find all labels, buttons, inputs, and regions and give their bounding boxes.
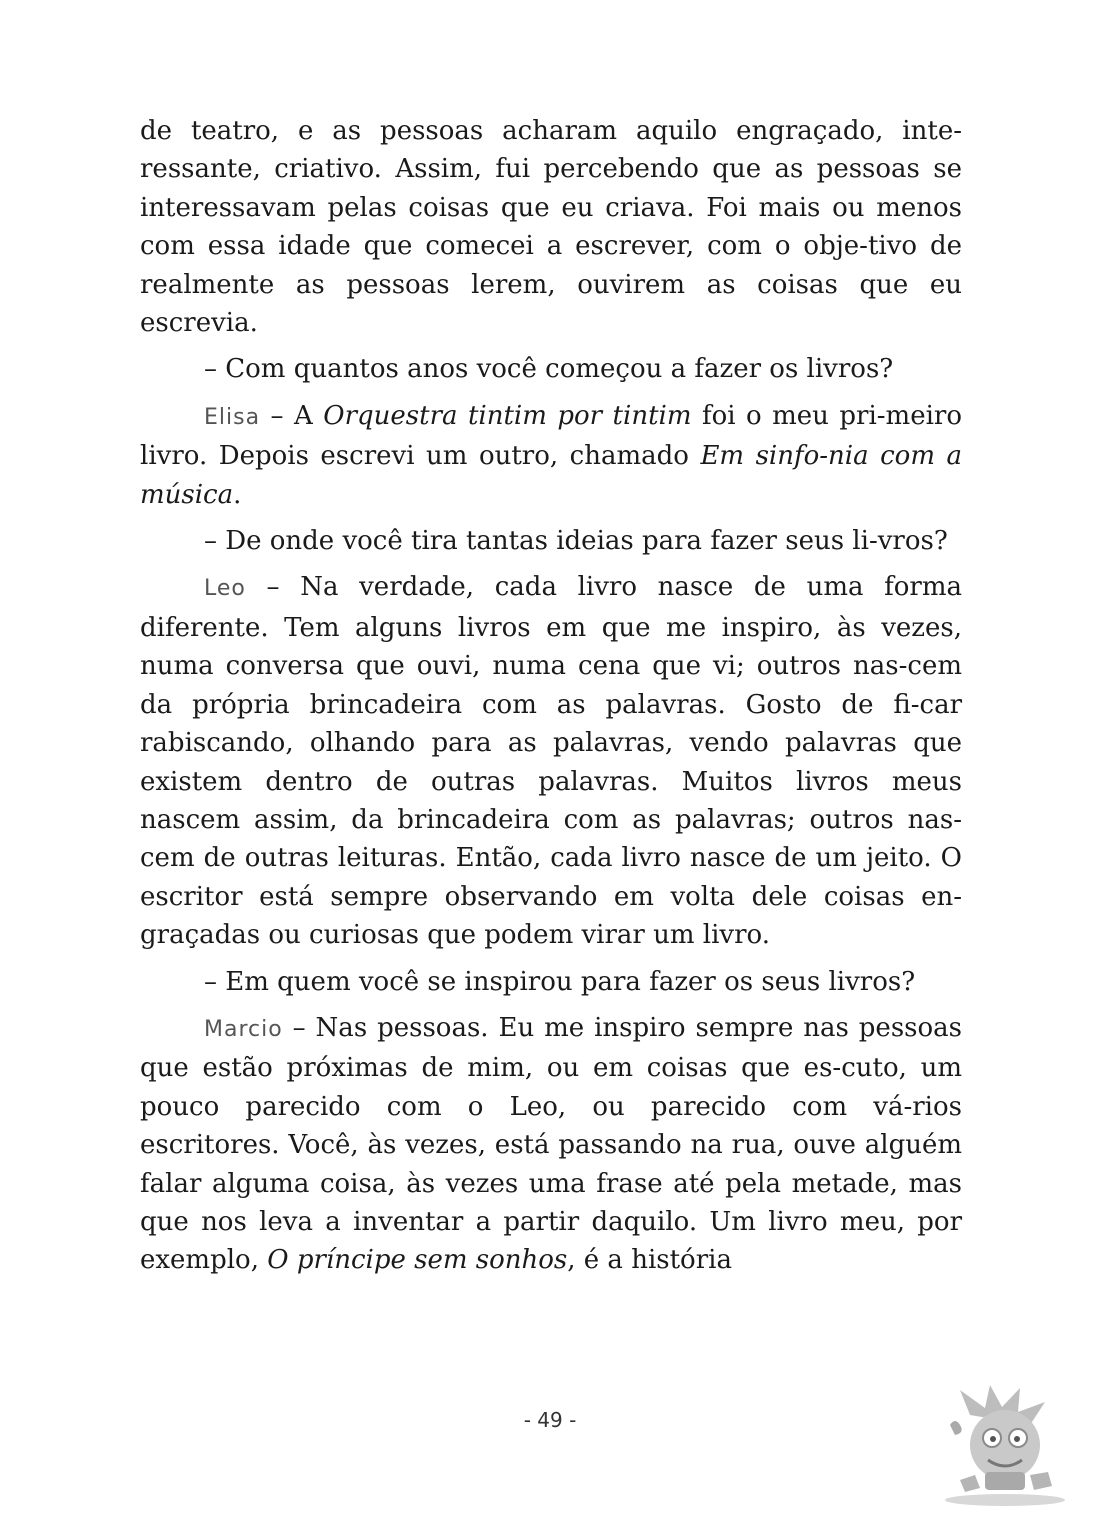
book-title: Orquestra tintim por tintim [323, 400, 692, 431]
page-number: - 49 - [523, 1408, 577, 1432]
book-title: Em sinfo-nia com a música [140, 441, 963, 510]
question-3: – Em quem você se inspirou para fazer os seus livros? [204, 966, 916, 997]
book-title: O príncipe sem sonhos [267, 1245, 568, 1276]
body-text [140, 112, 962, 1288]
answer-text: . [233, 479, 242, 510]
answer-text: – A [260, 400, 324, 431]
answer-marcio [140, 1009, 962, 1280]
answer-text: , é a história [567, 1245, 732, 1276]
answer-leo [140, 568, 962, 954]
cartoon-character-illustration [930, 1380, 1080, 1510]
speaker-name: Marcio [204, 1016, 283, 1042]
answer-elisa [140, 397, 962, 514]
answer-text: foi o meu pri-meiro livro. Depois escrevi um outro, chamado [140, 400, 962, 472]
question-2: – De onde você tira tantas ideias para fazer seus li-vros? [204, 526, 948, 557]
speaker-name: Leo [204, 576, 246, 602]
question-1: – Com quantos anos você começou a fazer os livros? [204, 354, 894, 385]
answer-text: – Nas pessoas. Eu me inspiro sempre nas pessoas que estão próximas de mim, ou em coisas que es-cuto, um pouco parecido com o Leo, ou parecido com vá-rios escritores. Você, às vezes, está passando na rua, ouve alguém falar alguma coisa, às vezes uma frase até pela metade, mas que nos leva a inventar a partir daquilo. Um livro meu, por exemplo, [140, 1012, 962, 1276]
paragraph-1: de teatro, e as pessoas acharam aquilo engraçado, inte-ressante, criativo. Assim, fui percebendo que as pessoas se interessavam pelas coisas que eu criava. Foi mais ou menos com essa idade que comecei a escrever, com o obje-tivo de realmente as pessoas lerem, ouvirem as coisas que eu escrevia. [140, 116, 962, 339]
speaker-name: Elisa [204, 404, 261, 430]
answer-text: – Na verdade, cada livro nasce de uma forma diferente. Tem alguns livros em que me inspiro, às vezes, numa conversa que ouvi, numa cena que vi; outros nas-cem da própria brincadeira com as palavras. Gosto de fi-car rabiscando, olhando para as palavras, vendo palavras que existem dentro de outras palavras. Muitos livros meus nascem assim, da brincadeira com as palavras; outros nas-cem de outras leituras. Então, cada livro nasce de um jeito. O escritor está sempre observando em volta dele coisas en-graçadas ou curiosas que podem virar um livro. [140, 572, 962, 951]
